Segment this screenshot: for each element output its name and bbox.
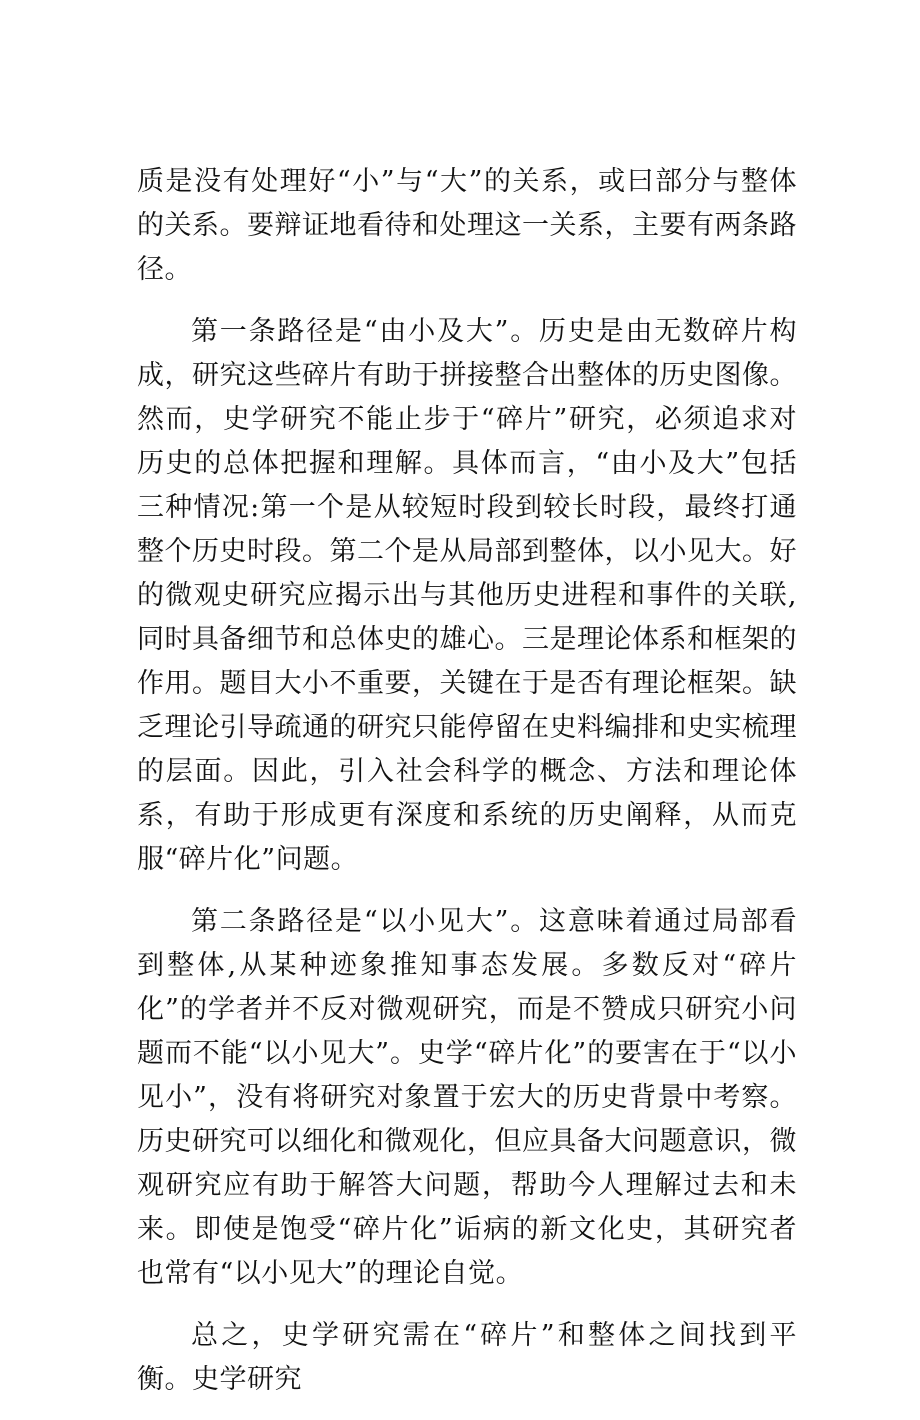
paragraph-1: 质是没有处理好“小”与“大”的关系，或曰部分与整体的关系。要辩证地看待和处理这一关系，主要有两条路径。 [137, 166, 797, 285]
body-text [137, 160, 797, 1420]
paragraph-3: 第二条路径是“以小见大”。这意味着通过局部看到整体,从某种迹象推知事态发展。多数反对“碎片化”的学者并不反对微观研究，而是不赞成只研究小问题而不能“以小见大”。史学“碎片化”的要害在于“以小见小”，没有将研究对象置于宏大的历史背景中考察。历史研究可以细化和微观化，但应具备大问题意识，微观研究应有助于解答大问题，帮助今人理解过去和未来。即使是饱受“碎片化”诟病的新文化史，其研究者也常有“以小见大”的理论自觉。 [137, 906, 797, 1289]
paragraph-2: 第一条路径是“由小及大”。历史是由无数碎片构成，研究这些碎片有助于拼接整合出整体的历史图像。然而，史学研究不能止步于“碎片”研究，必须追求对历史的总体把握和理解。具体而言，“由小及大”包括三种情况:第一个是从较短时段到较长时段，最终打通整个历史时段。第二个是从局部到整体，以小见大。好的微观史研究应揭示出与其他历史进程和事件的关联,同时具备细节和总体史的雄心。三是理论体系和框架的作用。题目大小不重要，关键在于是否有理论框架。缺乏理论引导疏通的研究只能停留在史料编排和史实梳理的层面。因此，引入社会科学的概念、方法和理论体系，有助于形成更有深度和系统的历史阐释，从而克服“碎片化”问题。 [137, 316, 797, 875]
paragraph-4: 总之，史学研究需在“碎片”和整体之间找到平衡。史学研究 [137, 1320, 797, 1395]
